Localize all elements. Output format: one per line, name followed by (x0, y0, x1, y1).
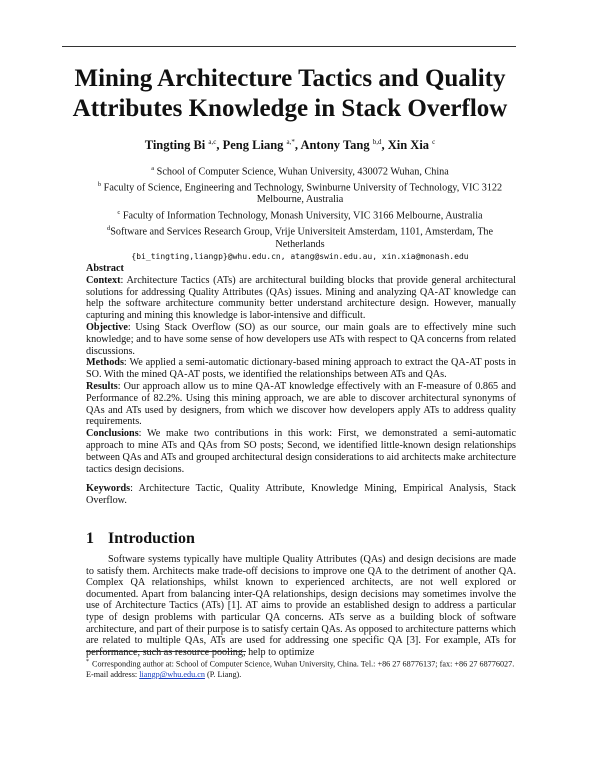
affiliation: $^b$ Faculty of Science, Engineering and Technology, Swinburne University of Technology, VIC 3122 Melbourne, Australia (97, 181, 503, 206)
author: Peng Liang $^{a,*}$, (222, 138, 301, 153)
footnote: * Corresponding author at: School of Computer Science, Wuhan University, China. Tel.: +86 27 68776137; fax: +86 27 68776027. E-mail address: liangp@whu.edu.cn (P. Liang). (86, 659, 515, 680)
abstract-methods: Methods: We applied a semi-automatic dictionary-based mining approach to extract the QA-AT posts in SO. With the mined QA-AT posts, we identified the relationships between ATs and QAs. (86, 357, 516, 381)
affiliation: $^d$Software and Services Research Group, Vrije Universiteit Amsterdam, 1101, Amsterdam, The Netherlands (106, 225, 494, 250)
keywords: Keywords: Architecture Tactic, Quality Attribute, Knowledge Mining, Empirical Analysis, Stack Overflow. (86, 483, 516, 507)
abstract-context: Context: Architecture Tactics (ATs) are architectural building blocks that provide general architectural solutions for addressing Quality Attributes (QAs) issues. Mining and analyzing QA-AT knowledge can help the software architecture community better understand architecture design. However, manually capturing and mining this knowledge is labor-intensive and difficult. (86, 274, 516, 322)
abstract-results: Results: Our approach allow us to mine QA-AT knowledge effectively with an F-measure of 0.865 and Performance of 82.2%. Using this mining approach, we are able to discover architectural synonyms of QAs and ATs used by designers, from which we discover how developers apply ATs to address quality requirements. (86, 380, 516, 428)
introduction-paragraph: Software systems typically have multiple Quality Attributes (QAs) and design decisions are made to satisfy them. Architects make trade-off decisions to improve one QA to the detriment of another QA. Complex QA relationships, whilst known to experienced architects, are not well explored or documented. Apart from balancing inter-QA relationships, design decisions may sometimes involve the use of Architecture Tactics (ATs) [1]. AT aims to provide an established design to address a particular type of design problems with particular QA concerns. ATs serve as a building block of software architecture, and part of their purpose is to satisfy certain QAs. As opposed to architecture patterns which are related to multiple QAs, ATs are used for addressing one specific QA [3]. For example, ATs for performance, such as resource pooling, help to optimize (86, 554, 516, 658)
email-link[interactable]: liangp@whu.edu.cn (139, 670, 205, 680)
footnote-rule (86, 651, 246, 652)
author: Tingting Bi $^{a,c}$, (144, 138, 223, 153)
abstract-objective: Objective: Using Stack Overflow (SO) as our source, our main goals are to effectively mine such knowledge; and to have some sense of how developers use ATs with respect to QA concerns from related discussions. (86, 321, 516, 357)
paper-title: Mining Architecture Tactics and Quality Attributes Knowledge in Stack Overflow (72, 65, 508, 122)
affiliation: $^c$ Faculty of Information Technology, Monash University, VIC 3166 Melbourne, Australia (117, 209, 483, 222)
abstract-heading: Abstract (86, 263, 124, 274)
section-heading-introduction: 1 Introduction (86, 530, 195, 547)
top-rule (62, 46, 516, 47)
affiliations (85, 163, 515, 263)
author-emails: {bi_tingting,liangp}@whu.edu.cn, atang@swin.edu.au, xin.xia@monash.edu (131, 252, 469, 262)
affiliation: $^a$ School of Computer Science, Wuhan University, 430072 Wuhan, China (151, 165, 449, 178)
abstract-conclusions: Conclusions: We make two contributions in this work: First, we demonstrated a semi-automatic approach to mine ATs and QAs from SO posts; Second, we identified little-known design relationships between QAs and ATs and grouped architectural design considerations to aid architects make architecture tactics design decisions. (86, 428, 516, 475)
abstract (86, 263, 516, 507)
author: Antony Tang $^{b,d}$, (300, 138, 388, 153)
author-list (60, 138, 520, 153)
author: Xin Xia $^c$ (387, 138, 436, 153)
